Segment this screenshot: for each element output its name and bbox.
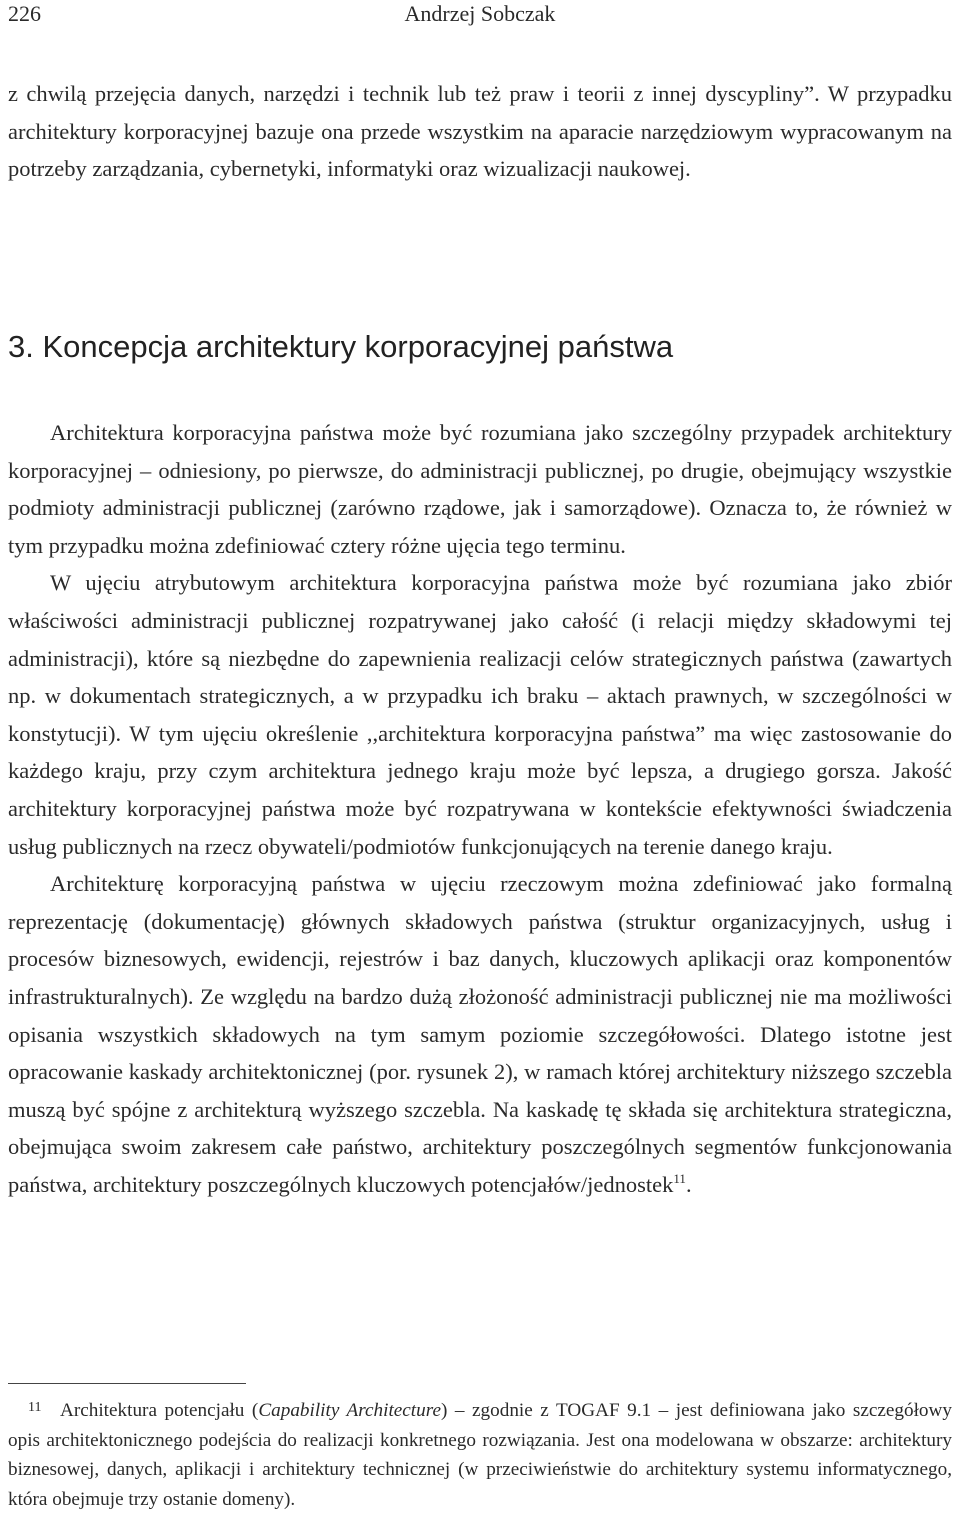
footnote: 11 Architektura potencjału (Capability Architecture) – zgodnie z TOGAF 9.1 – jest definiowana jako szczegółowy opis architektonicznego podejścia do realizacji konkretnego rozwiązania. Jest ona modelowana w obszarze: architektury biznesowej, danych, aplikacji i architektury technicznej (w przeciwieństwie do architektury systemu informatycznego, która obejmuje trzy ostanie domeny). bbox=[8, 1400, 952, 1510]
running-header-author: Andrzej Sobczak bbox=[404, 1, 556, 26]
page-number: 226 bbox=[8, 1, 41, 26]
intro-paragraph-block bbox=[8, 75, 952, 188]
footnote-separator bbox=[8, 1383, 246, 1384]
paragraph-2: W ujęciu atrybutowym architektura korporacyjna państwa może być rozumiana jako zbiór właściwości administracji publicznej rozpatrywanej jako całość (i relacji między składowymi tej administracji), które są niezbędne do zapewnienia realizacji celów strategicznych państwa (zawartych np. w dokumentach strategicznych, a w przypadku ich braku – aktach prawnych, w szczególności w konstytucji). W tym ujęciu określenie ,,architektura korporacyjna państwa” ma więc zastosowanie do każdego kraju, przy czym architektura jednego kraju może być lepsza, a drugiego gorsza. Jakość architektury korporacyjnej państwa może być rozpatrywana w kontekście efektywności świadczenia usług publicznych na rzecz obywateli/podmiotów funkcjonujących na terenie danego kraju. bbox=[8, 570, 952, 859]
paragraph-3 bbox=[8, 865, 952, 1203]
footnote-italic-term: Capability Architecture bbox=[258, 1400, 441, 1421]
footnote-text-before: Architektura potencjału ( bbox=[60, 1400, 259, 1421]
footnote-reference[interactable]: 11 bbox=[673, 1170, 686, 1186]
running-header bbox=[8, 0, 952, 28]
paragraph-3-end: . bbox=[685, 1171, 692, 1197]
paragraph-3-text: Architekturę korporacyjną państwa w ujęciu rzeczowym można zdefiniować jako formalną reprezentację (dokumentację) głównych składowych państwa (struktur organizacyjnych, usług i procesów biznesowych, ewidencji, rejestrów i baz danych, kluczowych aplikacji oraz komponentów infrastrukturalnych). Ze względu na bardzo dużą złożoność administracji publicznej nie ma możliwości opisania wszystkich składowych na tym samym poziomie szczegółowości. Dlatego istotne jest opracowanie kaskady architektonicznej (por. rysunek 2), w ramach której architektury niższego szczebla muszą być spójne z architekturą wyższego szczebla. Na kaskadę tę składa się architektura strategiczna, obejmująca swoim zakresem całe państwo, architektury poszczególnych segmentów funkcjonowania państwa, architektury poszczególnych kluczowych potencjałów/jednostek bbox=[8, 871, 952, 1197]
section-heading: 3. Koncepcja architektury korporacyjnej państwa bbox=[8, 329, 674, 364]
document-page bbox=[8, 0, 952, 1508]
footnote-text-after: ) – zgodnie z TOGAF 9.1 – jest definiowana jako szczegółowy opis architektonicznego podejścia do realizacji konkretnego rozwiązania. Jest ona modelowana w obszarze: architektury biznesowej, danych, aplikacji i architektury technicznej (w przeciwieństwie do architektury systemu informatycznego, która obejmuje trzy ostanie domeny). bbox=[8, 1400, 952, 1510]
paragraph-1: Architektura korporacyjna państwa może być rozumiana jako szczególny przypadek architektury korporacyjnej – odniesiony, po pierwsze, do administracji publicznej, po drugie, obejmujący wszystkie podmioty administracji publicznej (zarówno rządowe, jak i samorządowe). Oznacza to, że również w tym przypadku można zdefiniować cztery różne ujęcia tego terminu. bbox=[8, 420, 952, 558]
section-body bbox=[8, 414, 952, 1203]
intro-paragraph: z chwilą przejęcia danych, narzędzi i technik lub też praw i teorii z innej dyscypliny”. W przypadku architektury korporacyjnej bazuje ona przede wszystkim na aparacie narzędziowym wypracowanym na potrzeby zarządzania, cybernetyki, informatyki oraz wizualizacji naukowej. bbox=[8, 81, 952, 182]
